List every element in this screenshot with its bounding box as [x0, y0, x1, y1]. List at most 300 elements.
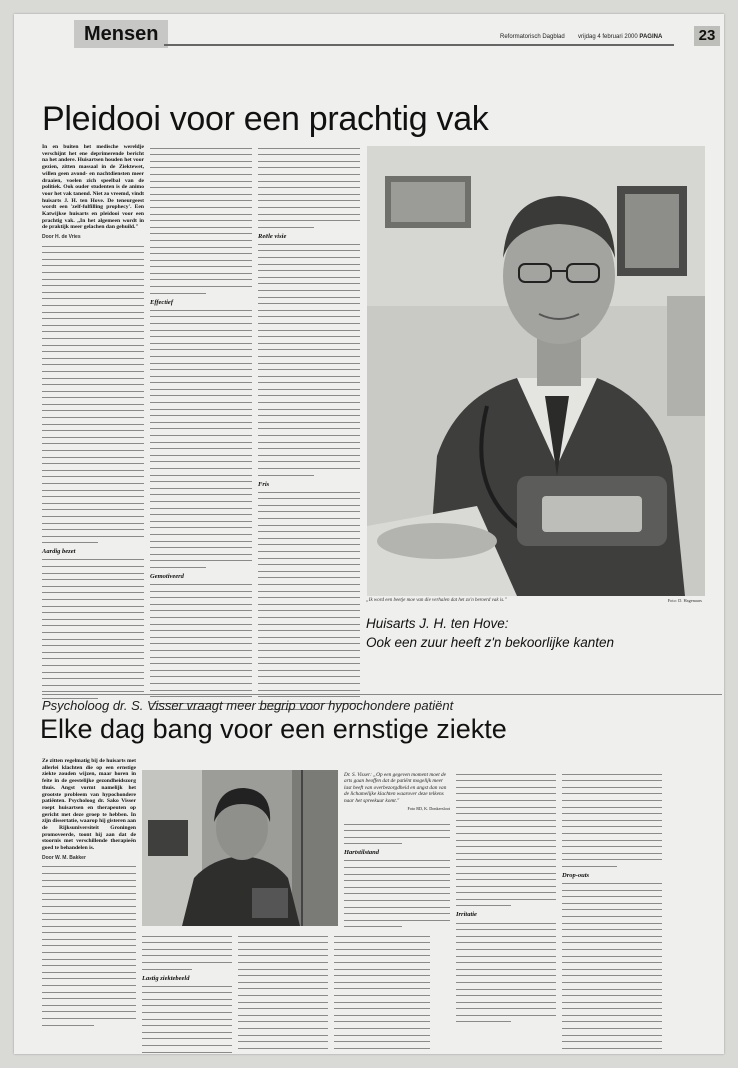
article2-column-6	[456, 770, 556, 1027]
text-line	[456, 819, 556, 823]
text-line	[258, 199, 360, 203]
text-line	[238, 948, 328, 952]
text-line	[150, 596, 252, 600]
text-line	[42, 344, 144, 348]
text-line	[258, 616, 360, 620]
text-line	[42, 905, 136, 909]
text-line	[344, 859, 450, 863]
text-line	[150, 559, 252, 563]
text-line	[150, 540, 252, 544]
text-line	[456, 1001, 556, 1005]
text-line	[42, 370, 144, 374]
text-line	[258, 362, 360, 366]
article2-subhead: Lastig ziektebeeld	[142, 974, 190, 982]
text-line	[344, 842, 402, 846]
text-line	[42, 879, 136, 883]
text-line	[150, 160, 252, 164]
text-line	[258, 381, 360, 385]
text-line	[150, 408, 252, 412]
text-line	[42, 304, 144, 308]
article1-subhead: Fris	[258, 480, 270, 488]
text-line	[238, 981, 328, 985]
text-line	[258, 322, 360, 326]
text-line	[150, 421, 252, 425]
text-line	[42, 931, 136, 935]
text-line	[562, 1020, 662, 1024]
text-line	[150, 441, 252, 445]
text-line	[258, 263, 360, 267]
text-line	[562, 902, 662, 906]
text-line	[42, 958, 136, 962]
text-line	[334, 981, 430, 985]
text-line	[42, 528, 144, 532]
text-line	[238, 941, 328, 945]
text-line	[258, 296, 360, 300]
text-line	[334, 1007, 430, 1011]
text-line	[150, 616, 252, 620]
text-line	[42, 357, 144, 361]
article1-body-text	[258, 147, 360, 230]
article2-body-text	[562, 882, 662, 1054]
text-line	[42, 264, 144, 268]
text-line	[142, 968, 192, 972]
header-rule	[164, 44, 674, 46]
text-line	[42, 429, 144, 433]
article1-subhead: Gemotiveerd	[150, 572, 184, 580]
text-line	[258, 186, 360, 190]
text-line	[150, 199, 252, 203]
text-line	[42, 456, 144, 460]
text-line	[334, 987, 430, 991]
text-line	[150, 401, 252, 405]
article2-body-text	[344, 859, 450, 929]
article2-byline: Door W. M. Bakker	[42, 854, 86, 861]
text-line	[258, 153, 360, 157]
text-line	[42, 664, 144, 668]
text-line	[562, 981, 662, 985]
text-line	[142, 1011, 232, 1015]
text-line	[344, 873, 450, 877]
text-line	[258, 256, 360, 260]
text-line	[150, 232, 252, 236]
text-line	[258, 550, 360, 554]
text-line	[334, 1027, 430, 1031]
article1-subhead: Reële visie	[258, 232, 287, 240]
text-line	[238, 1027, 328, 1031]
text-line	[150, 292, 206, 296]
article1-byline: Door H. de Vries	[42, 234, 81, 241]
text-line	[150, 642, 252, 646]
text-line	[150, 147, 252, 151]
text-line	[42, 657, 144, 661]
text-line	[150, 381, 252, 385]
text-line	[42, 638, 144, 642]
text-line	[258, 421, 360, 425]
article2-subhead: Drop-outs	[562, 871, 590, 879]
page-number: 23	[694, 26, 720, 46]
text-line	[456, 935, 556, 939]
text-line	[456, 898, 556, 902]
article2-column-2	[142, 932, 232, 1054]
text-line	[562, 908, 662, 912]
text-line	[42, 396, 144, 400]
text-line	[142, 985, 232, 989]
text-line	[150, 656, 252, 660]
text-line	[258, 669, 360, 673]
text-line	[42, 872, 136, 876]
text-line	[258, 441, 360, 445]
text-line	[150, 335, 252, 339]
text-line	[258, 401, 360, 405]
pull-quote-text: Ook een zuur heeft z'n bekoorlijke kanten	[366, 635, 614, 650]
text-line	[150, 603, 252, 607]
text-line	[258, 408, 360, 412]
article1-body-text	[42, 558, 144, 700]
text-line	[150, 520, 252, 524]
text-line	[258, 474, 314, 478]
text-line	[456, 825, 556, 829]
text-line	[258, 342, 360, 346]
text-line	[258, 662, 360, 666]
text-line	[42, 350, 144, 354]
text-line	[562, 948, 662, 952]
article2-subhead: Irritatie	[456, 911, 477, 919]
text-line	[456, 786, 556, 790]
text-line	[562, 845, 662, 849]
text-line	[150, 447, 252, 451]
text-line	[258, 576, 360, 580]
text-line	[42, 918, 136, 922]
text-line	[150, 669, 252, 673]
text-line	[150, 533, 252, 537]
text-line	[456, 974, 556, 978]
article1-photo-credit: Foto: D. Hagenaars	[667, 598, 702, 603]
text-line	[562, 928, 662, 932]
article2-photo-quote: Dr. S. Visser: „Op een gegeven moment moet de arts gaan beoffen dat de patiënt mogelijk meer last heeft van overbezorgdheid en angst dan van de lichamelijke klachten waarover deze telkens naar het spreekuur komt." Foto RD, K. Donkersloot	[344, 772, 450, 812]
text-line	[42, 416, 144, 420]
text-line	[150, 623, 252, 627]
text-line	[42, 611, 144, 615]
text-line	[150, 526, 252, 530]
text-line	[150, 368, 252, 372]
text-line	[238, 1034, 328, 1038]
text-line	[258, 689, 360, 693]
text-line	[142, 954, 232, 958]
text-line	[142, 998, 232, 1002]
text-line	[150, 309, 252, 313]
text-line	[456, 773, 556, 777]
text-line	[334, 1040, 430, 1044]
text-line	[258, 583, 360, 587]
text-line	[258, 348, 360, 352]
text-line	[42, 984, 136, 988]
article2-kicker: Psycholoog dr. S. Visser vraagt meer begrip voor hypochondere patiënt	[42, 698, 454, 713]
text-line	[258, 282, 360, 286]
article1-subhead: Effectief	[150, 298, 173, 306]
text-line	[42, 618, 144, 622]
text-line	[150, 322, 252, 326]
text-line	[258, 557, 360, 561]
text-line	[334, 1053, 430, 1054]
text-line	[562, 825, 662, 829]
text-line	[258, 180, 360, 184]
text-line	[150, 213, 252, 217]
text-line	[456, 1007, 556, 1011]
text-line	[238, 1047, 328, 1051]
text-line	[562, 968, 662, 972]
text-line	[562, 779, 662, 783]
text-line	[562, 895, 662, 899]
article2-body-text	[142, 985, 232, 1054]
text-line	[258, 160, 360, 164]
text-line	[42, 964, 136, 968]
text-line	[456, 955, 556, 959]
text-line	[562, 812, 662, 816]
text-line	[456, 1014, 556, 1018]
text-line	[562, 792, 662, 796]
text-line	[334, 974, 430, 978]
text-line	[562, 935, 662, 939]
text-line	[42, 644, 144, 648]
text-line	[456, 968, 556, 972]
text-line	[42, 469, 144, 473]
text-line	[150, 609, 252, 613]
text-line	[42, 324, 144, 328]
text-line	[42, 423, 144, 427]
text-line	[42, 245, 144, 249]
text-line	[456, 988, 556, 992]
text-line	[258, 289, 360, 293]
text-line	[258, 497, 360, 501]
text-line	[456, 878, 556, 882]
text-line	[562, 819, 662, 823]
article1-headline: Pleidooi voor een prachtig vak	[42, 100, 489, 138]
text-line	[42, 515, 144, 519]
article1-column-1	[42, 144, 144, 704]
article1-pull-quote	[366, 614, 706, 652]
text-line	[456, 812, 556, 816]
text-line	[456, 839, 556, 843]
text-line	[258, 335, 360, 339]
page-header	[14, 14, 724, 54]
text-line	[258, 414, 360, 418]
text-line	[42, 925, 136, 929]
text-line	[150, 480, 252, 484]
text-line	[150, 206, 252, 210]
text-line	[562, 1040, 662, 1044]
article1-lead: In en buiten het medische wereldje verschijnt het ene deprimerende bericht na het andere. Huisartsen houden het voor gezien, zitten massaal in de Ziektewet, willen geen avond- en nachtdiensten meer draaien, voelen zich speelbal van de politiek. Ook ouder studenten is de animo voor het vak tanend. Niet zo vreemd, vindt huisarts J. H. ten Hove. De teneurgeest wordt een 'zelf-fulfilling prophecy'. Een Katwijkse huisarts en pleidooi voor een prachtig vak. ,,In het algemeen wordt in de praktijk meer gelachen dan gehuild."	[42, 144, 144, 231]
text-line	[238, 994, 328, 998]
text-line	[142, 935, 232, 939]
text-line	[238, 1053, 328, 1054]
article1-body-text	[150, 309, 252, 570]
text-line	[334, 935, 430, 939]
text-line	[258, 510, 360, 514]
text-line	[238, 1020, 328, 1024]
text-line	[150, 454, 252, 458]
text-line	[456, 981, 556, 985]
text-line	[562, 858, 662, 862]
text-line	[150, 239, 252, 243]
text-line	[42, 1017, 136, 1021]
text-line	[258, 623, 360, 627]
text-line	[42, 558, 144, 562]
text-line	[258, 147, 360, 151]
text-line	[562, 988, 662, 992]
text-line	[42, 991, 136, 995]
text-line	[150, 636, 252, 640]
text-line	[258, 269, 360, 273]
text-line	[150, 507, 252, 511]
text-line	[456, 891, 556, 895]
article2-lead: Ze zitten regelmatig bij de huisarts met allerlei klachten die op een ernstige ziekte zouden wijzen, maar horen in feite in de geestelijke gezondheidszorg thuis. Angst vormt namelijk het grootste probleem van hypochondere patiënten. Psycholoog dr. Sako Visser roept huisartsen en therapeuten op gericht met deze groep te hebben. In zijn dissertatie, waarop hij gisteren aan de Rijksuniversiteit Groningen promoveerde, toont hij aan dat de stoornis met verschillende therapieën goed te behandelen is.	[42, 758, 136, 852]
text-line	[42, 409, 144, 413]
text-line	[456, 799, 556, 803]
text-line	[150, 434, 252, 438]
text-line	[562, 839, 662, 843]
text-line	[150, 180, 252, 184]
article1-column-3	[258, 144, 360, 715]
text-line	[142, 1018, 232, 1022]
text-line	[258, 249, 360, 253]
article1-subhead: Aardig bezet	[42, 548, 76, 556]
text-line	[150, 193, 252, 197]
text-line	[238, 974, 328, 978]
text-line	[238, 1014, 328, 1018]
text-line	[258, 193, 360, 197]
text-line	[42, 677, 144, 681]
text-line	[258, 309, 360, 313]
text-line	[562, 941, 662, 945]
text-line	[142, 1024, 232, 1028]
text-line	[150, 219, 252, 223]
text-line	[562, 994, 662, 998]
article1-column-2	[150, 144, 252, 715]
text-line	[42, 311, 144, 315]
text-line	[42, 892, 136, 896]
text-line	[150, 278, 252, 282]
text-line	[344, 829, 450, 833]
text-line	[258, 226, 314, 230]
text-line	[150, 500, 252, 504]
text-line	[150, 675, 252, 679]
text-line	[334, 1014, 430, 1018]
article2-body-text	[562, 773, 662, 869]
text-line	[42, 631, 144, 635]
text-line	[42, 284, 144, 288]
text-line	[456, 858, 556, 862]
article1-photo-caption: „Ik word een beetje moe van die verhalen dat het zo'n beroerd vak is." Foto: D. Hagenaars	[366, 598, 702, 603]
text-line	[456, 845, 556, 849]
text-line	[150, 427, 252, 431]
text-line	[562, 1014, 662, 1018]
text-line	[42, 944, 136, 948]
text-line	[42, 449, 144, 453]
text-line	[42, 383, 144, 387]
text-line	[150, 375, 252, 379]
text-line	[150, 553, 252, 557]
text-line	[456, 1020, 511, 1024]
text-line	[150, 173, 252, 177]
text-line	[258, 609, 360, 613]
text-line	[238, 968, 328, 972]
article1-body-text	[150, 147, 252, 296]
text-line	[344, 919, 450, 923]
text-line	[42, 671, 144, 675]
text-line	[42, 598, 144, 602]
text-line	[258, 375, 360, 379]
article2-body-text	[334, 935, 430, 1054]
text-line	[150, 590, 252, 594]
text-line	[42, 591, 144, 595]
text-line	[334, 948, 430, 952]
text-line	[42, 403, 144, 407]
text-line	[344, 866, 450, 870]
text-line	[344, 892, 450, 896]
text-line	[258, 675, 360, 679]
text-line	[258, 563, 360, 567]
text-line	[258, 649, 360, 653]
article2-body-text	[142, 935, 232, 972]
text-line	[42, 1010, 136, 1014]
text-line	[42, 258, 144, 262]
article2-body-text	[344, 823, 450, 847]
text-line	[334, 1001, 430, 1005]
text-line	[456, 922, 556, 926]
text-line	[258, 570, 360, 574]
text-line	[42, 291, 144, 295]
text-line	[150, 460, 252, 464]
text-line	[456, 872, 556, 876]
text-line	[258, 504, 360, 508]
text-line	[42, 651, 144, 655]
text-line	[258, 447, 360, 451]
text-line	[344, 886, 450, 890]
text-line	[258, 166, 360, 170]
text-line	[344, 836, 450, 840]
text-line	[150, 153, 252, 157]
text-line	[562, 974, 662, 978]
text-line	[562, 889, 662, 893]
text-line	[456, 806, 556, 810]
text-line	[42, 508, 144, 512]
text-line	[42, 317, 144, 321]
text-line	[344, 925, 402, 929]
text-line	[258, 219, 360, 223]
text-line	[150, 467, 252, 471]
text-line	[150, 265, 252, 269]
text-line	[142, 961, 232, 965]
text-line	[42, 971, 136, 975]
psychologist-photo	[142, 770, 338, 926]
text-line	[344, 823, 450, 827]
text-line	[42, 1004, 136, 1008]
article2-column-5	[344, 820, 450, 932]
text-line	[562, 922, 662, 926]
text-line	[238, 987, 328, 991]
text-line	[258, 206, 360, 210]
text-line	[42, 502, 144, 506]
text-line	[42, 475, 144, 479]
text-line	[258, 491, 360, 495]
text-line	[258, 302, 360, 306]
text-line	[42, 436, 144, 440]
article1-body-text	[258, 491, 360, 713]
text-line	[334, 961, 430, 965]
text-line	[150, 355, 252, 359]
text-line	[258, 530, 360, 534]
text-line	[150, 285, 252, 289]
